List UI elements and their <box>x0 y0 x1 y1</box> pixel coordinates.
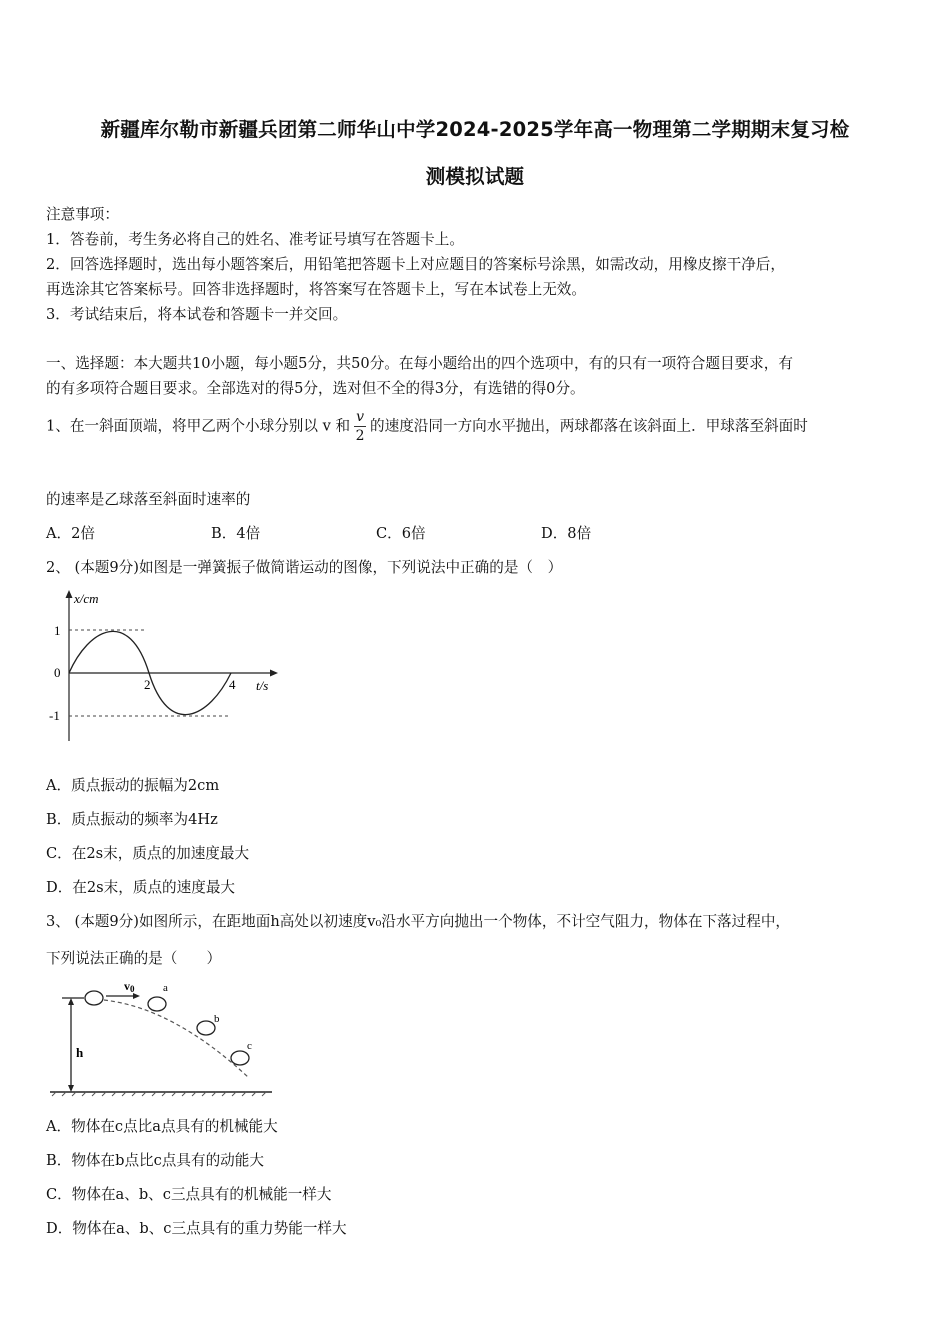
question-2-option-a[interactable]: A．质点振动的振幅为2cm <box>46 777 220 794</box>
question-3-option-d[interactable]: D．物体在a、b、c三点具有的重力势能一样大 <box>46 1220 347 1237</box>
notice-item-2-cont: 再选涂其它答案标号。回答非选择题时，将答案写在答题卡上，写在本试卷上无效。 <box>46 281 586 298</box>
shm-displacement-graph <box>44 588 284 746</box>
x-axis-label: t/s <box>256 678 269 693</box>
height-arrow-top <box>68 998 74 1005</box>
y-axis-label: x/cm <box>74 591 99 606</box>
velocity-symbol: v <box>124 979 130 993</box>
point-a-label: a <box>163 982 168 994</box>
velocity-label <box>124 979 135 994</box>
question-1-option-c[interactable]: C．6倍 <box>376 525 426 542</box>
question-1-stem-cont: 的速率是乙球落至斜面时速率的 <box>46 491 251 508</box>
question-2-option-b[interactable]: B．质点振动的频率为4Hz <box>46 811 218 828</box>
question-1-option-b[interactable]: B．4倍 <box>211 525 261 542</box>
question-3-option-b[interactable]: B．物体在b点比c点具有的动能大 <box>46 1152 264 1169</box>
fraction-denominator: 2 <box>355 428 365 444</box>
question-1-text-b: 的速度沿同一方向水平抛出，两球都落在该斜面上．甲球落至斜面时 <box>370 417 808 435</box>
notice-item-3: 3．考试结束后，将本试卷和答题卡一并交回。 <box>46 306 348 323</box>
ball-c <box>231 1051 249 1065</box>
notice-item-2: 2．回答选择题时，选出每小题答案后，用铅笔把答题卡上对应题目的答案标号涂黑，如需改动，用橡皮擦干净后， <box>46 256 785 273</box>
projectile-figure <box>44 978 284 1100</box>
fraction-v-over-2 <box>354 408 366 445</box>
height-label: h <box>76 1045 84 1060</box>
notice-heading: 注意事项： <box>46 206 119 223</box>
velocity-subscript: 0 <box>130 984 135 994</box>
trajectory-path <box>104 1000 249 1078</box>
y-tick-0: 0 <box>54 665 61 680</box>
y-tick-neg-1: -1 <box>49 708 60 723</box>
question-1-stem <box>46 408 808 445</box>
section-1-intro-line-1: 一、选择题：本大题共10小题，每小题5分，共50分。在每小题给出的四个选项中，有的只有一项符合题目要求，有 <box>46 355 793 372</box>
notice-item-1: 1．答卷前，考生务必将自己的姓名、准考证号填写在答题卡上。 <box>46 231 464 248</box>
question-3-option-a[interactable]: A．物体在c点比a点具有的机械能大 <box>46 1118 278 1135</box>
y-tick-1: 1 <box>54 623 61 638</box>
fraction-numerator: v <box>356 409 365 425</box>
ball-b <box>197 1021 215 1035</box>
question-2-option-d[interactable]: D．在2s末，质点的速度最大 <box>46 879 236 896</box>
question-1-option-d[interactable]: D．8倍 <box>541 525 592 542</box>
x-tick-2: 2 <box>144 677 151 692</box>
point-c-label: c <box>247 1040 252 1052</box>
exam-title-line-2: 测模拟试题 <box>425 165 525 188</box>
question-2-option-c[interactable]: C．在2s末，质点的加速度最大 <box>46 845 250 862</box>
question-1-text-a: 1、在一斜面顶端，将甲乙两个小球分别以 v 和 <box>46 417 351 435</box>
ball-start <box>85 991 103 1005</box>
question-1-option-a[interactable]: A．2倍 <box>46 525 96 542</box>
ball-a <box>148 997 166 1011</box>
question-3-option-c[interactable]: C．物体在a、b、c三点具有的机械能一样大 <box>46 1186 332 1203</box>
question-1-options <box>46 522 706 543</box>
x-axis-arrow <box>270 670 278 677</box>
section-1-intro-line-2: 的有多项符合题目要求。全部选对的得5分，选对但不全的得3分，有选错的得0分。 <box>46 380 585 397</box>
question-3-stem-cont: 下列说法正确的是（ ） <box>46 950 222 967</box>
point-b-label: b <box>214 1013 220 1025</box>
x-tick-4: 4 <box>229 677 236 692</box>
exam-title-line-1: 新疆库尔勒市新疆兵团第二师华山中学2024-2025学年高一物理第二学期期末复习检 <box>100 118 850 141</box>
question-2-stem: 2、 (本题9分)如图是一弹簧振子做简谐运动的图像，下列说法中正确的是（ ） <box>46 559 563 576</box>
height-arrow-bottom <box>68 1085 74 1092</box>
question-3-stem: 3、 (本题9分)如图所示，在距地面h高处以初速度v₀沿水平方向抛出一个物体，不计空气阻力，物体在下落过程中， <box>46 913 791 930</box>
y-axis-arrow <box>66 590 73 598</box>
